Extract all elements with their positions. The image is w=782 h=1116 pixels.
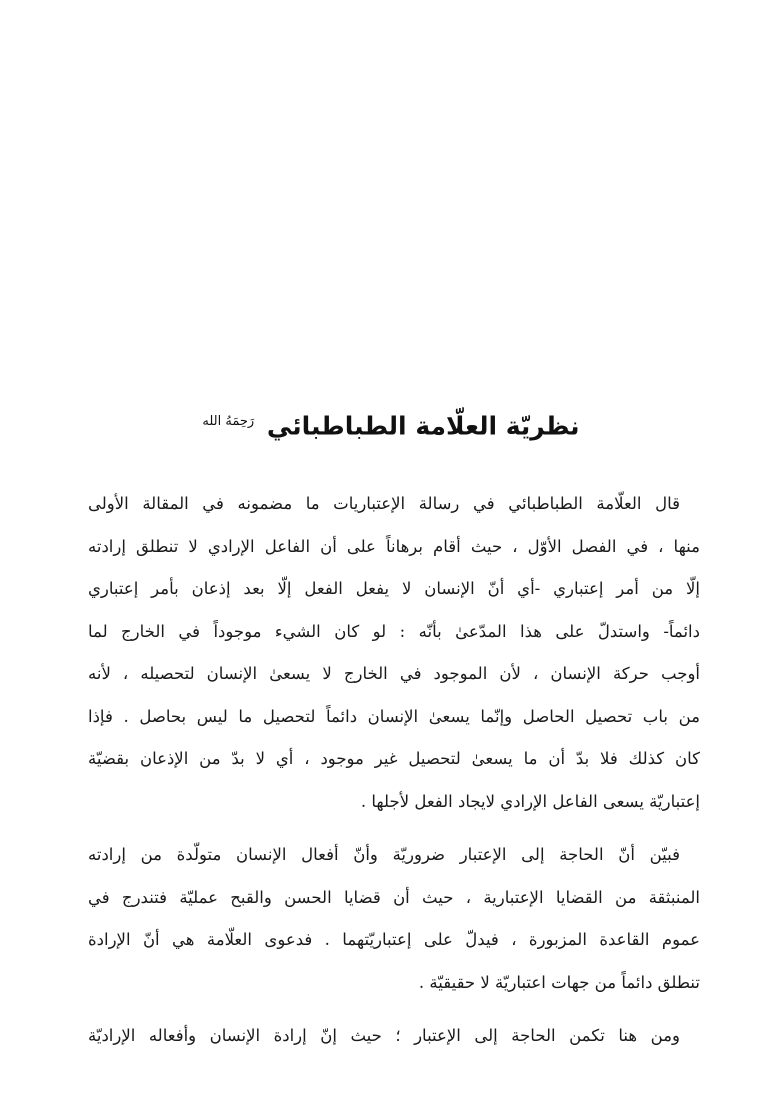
text-line: دائماً- واستدلّ على هذا المدّعىٰ بأنّه : لو كان الشيء موجوداً في الخارج لما xyxy=(88,621,700,641)
paragraph-2 xyxy=(88,834,700,1004)
paragraph-gap xyxy=(88,823,700,834)
text-line: تنطلق دائماً من جهات اعتباريّة لا حقيقيّة . xyxy=(418,972,700,992)
text-line: أوجب حركة الإنسان ، لأن الموجود في الخارج لا يسعىٰ الإنسان لتحصيله ، لأنه xyxy=(88,664,700,683)
text-line: المنبثقة من القضايا الإعتبارية ، حيث أن قضايا الحسن والقبح عمليّة فتندرج في xyxy=(88,887,700,907)
text-line: من باب تحصيل الحاصل وإنّما يسعىٰ الإنسان دائماً لتحصيل ما ليس بحاصل . فإذا xyxy=(88,706,700,726)
body-text xyxy=(88,483,700,1058)
text-line: إعتباريّة يسعى الفاعل الإرادي لايجاد الفعل لأجلها . xyxy=(360,791,700,811)
paragraph-gap xyxy=(88,1004,700,1015)
text-line: منها ، في الفصل الأوّل ، حيث أقام برهاناً على أن الفاعل الإرادي لا تنطلق إرادته xyxy=(88,536,700,556)
text-line: كان كذلك فلا بدّ أن ما يسعىٰ لتحصيل غير موجود ، أي لا بدّ من الإذعان بقضيّة xyxy=(88,749,700,768)
text-line: ومن هنا تكمن الحاجة إلى الإعتبار ؛ حيث إنّ إرادة الإنسان وأفعاله الإراديّة xyxy=(88,1026,680,1045)
paragraph-3 xyxy=(88,1015,700,1058)
paragraph-1 xyxy=(88,483,700,823)
text-line: إلّا من أمر إعتباري -أي أنّ الإنسان لا يفعل الفعل إلّا بعد إذعان بأمر إعتباري xyxy=(88,579,700,598)
section-title xyxy=(0,402,782,446)
honorific-mark: رَحِمَهُ الله xyxy=(202,414,255,429)
text-line: قال العلّامة الطباطبائي في رسالة الإعتباريات ما مضمونه في المقالة الأولى xyxy=(88,494,680,513)
section-title-text: نظريّة العلّامة الطباطبائي xyxy=(266,411,580,441)
text-line: فبيّن أنّ الحاجة إلى الإعتبار ضروريّة وأنّ أفعال الإنسان متولّدة من إرادته xyxy=(88,845,680,864)
text-line: عموم القاعدة المزبورة ، فيدلّ على إعتباريّتهما . فدعوى العلّامة هي أنّ الإرادة xyxy=(88,930,700,949)
